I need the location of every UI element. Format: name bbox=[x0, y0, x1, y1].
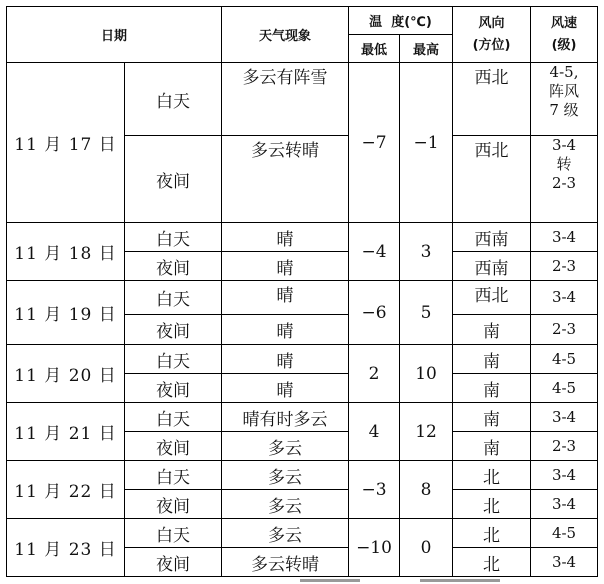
wind-direction-day: 南 bbox=[453, 403, 531, 432]
wind-direction-night: 西南 bbox=[453, 252, 531, 281]
header-wind-speed: 风速 (级) bbox=[531, 7, 598, 63]
table-row bbox=[7, 403, 598, 432]
weather-day: 晴 bbox=[222, 345, 349, 374]
period-night: 夜间 bbox=[125, 252, 222, 281]
wind-speed-night: 3-4 转 2-3 bbox=[531, 136, 598, 223]
weather-night: 多云 bbox=[222, 432, 349, 461]
weather-night: 多云转晴 bbox=[222, 548, 349, 577]
period-day: 白天 bbox=[125, 403, 222, 432]
wind-direction-day: 西北 bbox=[453, 281, 531, 315]
weather-day: 多云 bbox=[222, 519, 349, 548]
header-temp-high: 最高 bbox=[400, 35, 453, 63]
wind-speed-day: 3-4 bbox=[531, 223, 598, 252]
weather-night: 晴 bbox=[222, 374, 349, 403]
header-wind-direction: 风向 (方位) bbox=[453, 7, 531, 63]
table-row bbox=[7, 223, 598, 252]
period-day: 白天 bbox=[125, 519, 222, 548]
weather-night: 晴 bbox=[222, 252, 349, 281]
period-night: 夜间 bbox=[125, 374, 222, 403]
wind-speed-night: 2-3 bbox=[531, 315, 598, 345]
period-night: 夜间 bbox=[125, 432, 222, 461]
wind-speed-day: 4-5 bbox=[531, 519, 598, 548]
table-row bbox=[7, 345, 598, 374]
temp-low: −10 bbox=[349, 519, 400, 577]
period-night: 夜间 bbox=[125, 548, 222, 577]
wind-direction-night: 北 bbox=[453, 548, 531, 577]
date-cell: 11 月 17 日 bbox=[7, 63, 125, 223]
wind-direction-day: 南 bbox=[453, 345, 531, 374]
date-cell: 11 月 23 日 bbox=[7, 519, 125, 577]
period-day: 白天 bbox=[125, 461, 222, 490]
weather-night: 晴 bbox=[222, 315, 349, 345]
weather-night: 多云 bbox=[222, 490, 349, 519]
wind-speed-day: 3-4 bbox=[531, 281, 598, 315]
temp-low: −3 bbox=[349, 461, 400, 519]
table-row bbox=[7, 63, 598, 136]
date-cell: 11 月 22 日 bbox=[7, 461, 125, 519]
wind-speed-night: 2-3 bbox=[531, 252, 598, 281]
wind-speed-day: 4-5, 阵风 7 级 bbox=[531, 63, 598, 136]
period-night: 夜间 bbox=[125, 490, 222, 519]
wind-direction-night: 南 bbox=[453, 374, 531, 403]
wind-speed-night: 4-5 bbox=[531, 374, 598, 403]
period-day: 白天 bbox=[125, 281, 222, 315]
period-day: 白天 bbox=[125, 223, 222, 252]
wind-direction-night: 北 bbox=[453, 490, 531, 519]
wind-speed-day: 3-4 bbox=[531, 461, 598, 490]
wind-direction-night: 南 bbox=[453, 315, 531, 345]
forecast-table-wrapper bbox=[6, 6, 598, 577]
temp-high: 10 bbox=[400, 345, 453, 403]
date-cell: 11 月 21 日 bbox=[7, 403, 125, 461]
temp-low: −7 bbox=[349, 63, 400, 223]
header-weather: 天气现象 bbox=[222, 7, 349, 63]
header-date: 日期 bbox=[7, 7, 222, 63]
wind-direction-day: 西南 bbox=[453, 223, 531, 252]
period-day: 白天 bbox=[125, 63, 222, 136]
period-night: 夜间 bbox=[125, 136, 222, 223]
period-night: 夜间 bbox=[125, 315, 222, 345]
header-temp-low: 最低 bbox=[349, 35, 400, 63]
temp-low: 2 bbox=[349, 345, 400, 403]
table-row bbox=[7, 519, 598, 548]
table-row bbox=[7, 461, 598, 490]
weather-day: 晴 bbox=[222, 223, 349, 252]
period-day: 白天 bbox=[125, 345, 222, 374]
weather-forecast-table bbox=[6, 6, 598, 577]
weather-day: 晴有时多云 bbox=[222, 403, 349, 432]
temp-low: −4 bbox=[349, 223, 400, 281]
weather-day: 晴 bbox=[222, 281, 349, 315]
temp-high: 12 bbox=[400, 403, 453, 461]
wind-speed-night: 3-4 bbox=[531, 548, 598, 577]
wind-speed-day: 3-4 bbox=[531, 403, 598, 432]
temp-low: −6 bbox=[349, 281, 400, 345]
temp-high: 5 bbox=[400, 281, 453, 345]
date-cell: 11 月 20 日 bbox=[7, 345, 125, 403]
wind-direction-day: 北 bbox=[453, 461, 531, 490]
temp-high: 0 bbox=[400, 519, 453, 577]
date-cell: 11 月 19 日 bbox=[7, 281, 125, 345]
weather-night: 多云转晴 bbox=[222, 136, 349, 223]
wind-speed-day: 4-5 bbox=[531, 345, 598, 374]
table-row bbox=[7, 281, 598, 315]
temp-high: 3 bbox=[400, 223, 453, 281]
wind-speed-night: 2-3 bbox=[531, 432, 598, 461]
temp-low: 4 bbox=[349, 403, 400, 461]
temp-high: 8 bbox=[400, 461, 453, 519]
wind-direction-day: 西北 bbox=[453, 63, 531, 136]
wind-direction-day: 北 bbox=[453, 519, 531, 548]
wind-direction-night: 西北 bbox=[453, 136, 531, 223]
cropped-text-remnant bbox=[0, 576, 604, 584]
date-cell: 11 月 18 日 bbox=[7, 223, 125, 281]
temp-high: −1 bbox=[400, 63, 453, 223]
header-temperature: 温 度(℃) bbox=[349, 7, 453, 35]
weather-day: 多云 bbox=[222, 461, 349, 490]
weather-day: 多云有阵雪 bbox=[222, 63, 349, 136]
wind-direction-night: 南 bbox=[453, 432, 531, 461]
wind-speed-night: 3-4 bbox=[531, 490, 598, 519]
